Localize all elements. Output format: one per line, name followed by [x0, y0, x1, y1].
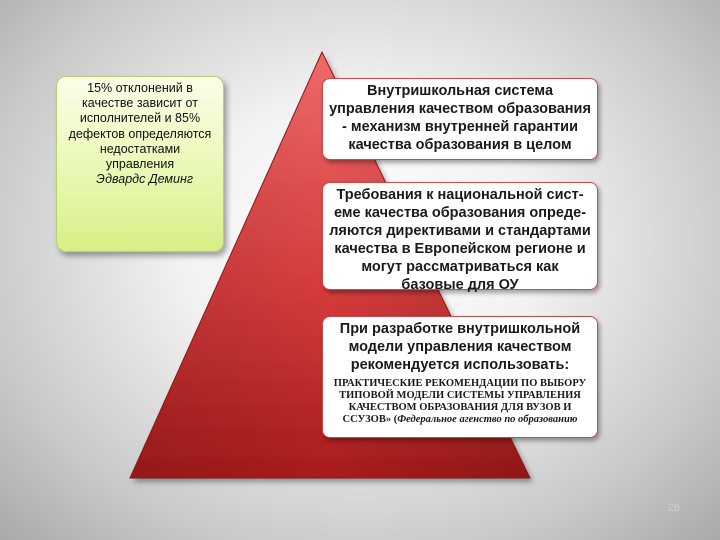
block-top-text: Внутришкольная система управления качеством образования - механизм внутренней гарантии качества образования в целом	[329, 83, 591, 153]
recommendations-source: ССУЗОВ» (Федеральное агенство по образованию	[342, 414, 578, 425]
quote-author: Эдвардс Деминг	[96, 172, 193, 187]
quote-text: 15% отклонений в качестве зависит от исполнителей и 85% дефектов определяются недостатками управления	[68, 81, 212, 172]
block-middle-text: Требования к национальной сист-еме качества образования опреде-ляются директивами и стандартами качества в Европейском регионе и могут рассматриваться как базовые для ОУ	[329, 187, 591, 293]
pyramid-block-top	[322, 78, 598, 160]
block-bottom-text: При разработке внутришкольной модели управления качеством рекомендуется использовать:	[339, 321, 581, 373]
deming-quote-box	[56, 76, 224, 252]
recommendations-title: ПРАКТИЧЕСКИЕ РЕКОМЕНДАЦИИ ПО ВЫБОРУ ТИПОВОЙ МОДЕЛИ СИСТЕМЫ УПРАВЛЕНИЯ КАЧЕСТВОМ ОБРАЗОВАНИЯ ДЛЯ ВУЗОВ И	[333, 378, 587, 413]
pyramid-block-middle	[322, 182, 598, 293]
page-number: 26	[667, 502, 680, 514]
pyramid-block-bottom	[322, 316, 598, 438]
